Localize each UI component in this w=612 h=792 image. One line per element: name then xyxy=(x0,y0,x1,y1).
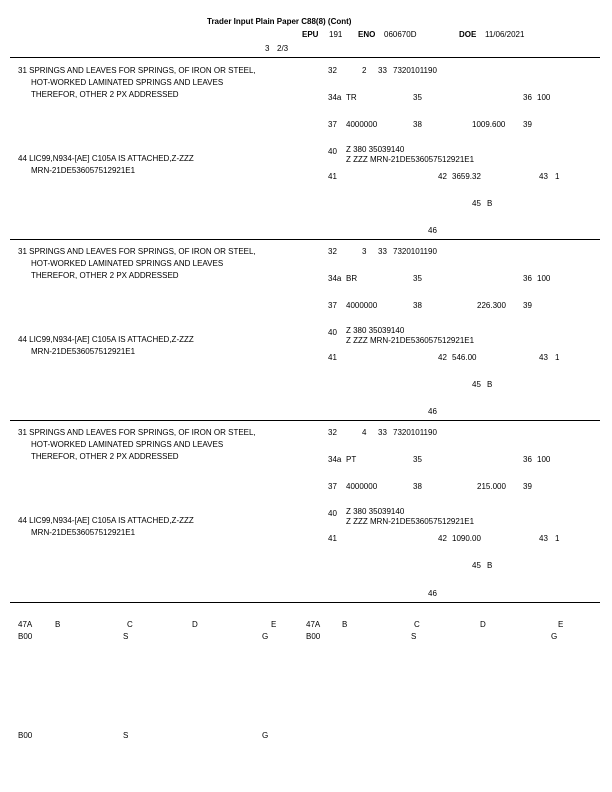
box36-label: 36 xyxy=(523,455,532,464)
divider xyxy=(10,57,600,58)
box42-label: 42 xyxy=(438,353,447,362)
doe-value: 11/06/2021 xyxy=(485,30,525,39)
box46-label: 46 xyxy=(428,589,437,598)
eno-value: 060670D xyxy=(384,30,417,39)
valuation-method: 1 xyxy=(555,353,560,362)
item-description-line: HOT-WORKED LAMINATED SPRINGS AND LEAVES xyxy=(31,259,224,268)
additional-info-line: 44 LIC99,N934-[AE] C105A IS ATTACHED,Z-ZZZ xyxy=(18,154,194,163)
box40-label: 40 xyxy=(328,147,337,156)
box45-label: 45 xyxy=(472,561,481,570)
origin-country: TR xyxy=(346,93,357,102)
box46-label: 46 xyxy=(428,226,437,235)
tax-col-e: E xyxy=(558,620,564,629)
net-mass: 1009.600 xyxy=(472,120,506,129)
tax-col-c: C xyxy=(414,620,420,629)
box45-label: 45 xyxy=(472,380,481,389)
commodity-code: 7320101190 xyxy=(393,428,437,437)
tax-col-c: C xyxy=(127,620,133,629)
tax-type: B00 xyxy=(306,632,321,641)
previous-document: Z ZZZ MRN-21DE536057512921E1 xyxy=(346,155,475,164)
item-description-line: THEREFOR, OTHER 2 PX ADDRESSED xyxy=(31,90,179,99)
page-count: 2/3 xyxy=(277,44,289,53)
epu-label: EPU xyxy=(302,30,319,39)
net-mass: 215.000 xyxy=(477,482,506,491)
box34a-label: 34a xyxy=(328,93,342,102)
item-price: 546.00 xyxy=(452,353,477,362)
additional-info-line: MRN-21DE536057512921E1 xyxy=(31,528,136,537)
item-number: 2 xyxy=(362,66,367,75)
box37-label: 37 xyxy=(328,301,337,310)
item-number: 3 xyxy=(362,247,367,256)
tax-amount-code: S xyxy=(411,632,417,641)
box36-label: 36 xyxy=(523,93,532,102)
box38-label: 38 xyxy=(413,301,422,310)
box36-label: 36 xyxy=(523,274,532,283)
commodity-code: 7320101190 xyxy=(393,66,437,75)
box33-label: 33 xyxy=(378,66,387,75)
item-description-line: HOT-WORKED LAMINATED SPRINGS AND LEAVES xyxy=(31,440,224,449)
item-description-line: THEREFOR, OTHER 2 PX ADDRESSED xyxy=(31,271,179,280)
item-price: 3659.32 xyxy=(452,172,481,181)
tax-type: B00 xyxy=(18,632,33,641)
box41-label: 41 xyxy=(328,534,337,543)
tax-col-d: D xyxy=(192,620,198,629)
page-title: Trader Input Plain Paper C88(8) (Cont) xyxy=(207,17,352,26)
item-description-line: 31 SPRINGS AND LEAVES FOR SPRINGS, OF IRON OR STEEL, xyxy=(18,428,256,437)
valuation-method: 1 xyxy=(555,172,560,181)
box33-label: 33 xyxy=(378,428,387,437)
tax-col-b: B xyxy=(55,620,61,629)
adjustment-value: B xyxy=(487,380,493,389)
box42-label: 42 xyxy=(438,172,447,181)
box38-label: 38 xyxy=(413,482,422,491)
origin-country: PT xyxy=(346,455,357,464)
item-price: 1090.00 xyxy=(452,534,481,543)
epu-value: 191 xyxy=(329,30,343,39)
net-mass: 226.300 xyxy=(477,301,506,310)
commodity-code: 7320101190 xyxy=(393,247,437,256)
valuation-method: 1 xyxy=(555,534,560,543)
eno-label: ENO xyxy=(358,30,376,39)
box40-label: 40 xyxy=(328,509,337,518)
additional-info-line: MRN-21DE536057512921E1 xyxy=(31,166,136,175)
payment-method: G xyxy=(551,632,558,641)
doe-label: DOE xyxy=(459,30,477,39)
divider xyxy=(10,239,600,240)
tax-col-b: B xyxy=(342,620,348,629)
box37-label: 37 xyxy=(328,482,337,491)
additional-info-line: 44 LIC99,N934-[AE] C105A IS ATTACHED,Z-ZZZ xyxy=(18,335,194,344)
box41-label: 41 xyxy=(328,172,337,181)
payment-method: G xyxy=(262,632,269,641)
previous-document: Z 380 35039140 xyxy=(346,326,405,335)
item-description-line: 31 SPRINGS AND LEAVES FOR SPRINGS, OF IRON OR STEEL, xyxy=(18,66,256,75)
divider xyxy=(10,602,600,603)
preference-value: 100 xyxy=(537,93,551,102)
item-description-line: HOT-WORKED LAMINATED SPRINGS AND LEAVES xyxy=(31,78,224,87)
tax-col-47a: 47A xyxy=(306,620,321,629)
previous-document: Z 380 35039140 xyxy=(346,507,405,516)
box33-label: 33 xyxy=(378,247,387,256)
box39-label: 39 xyxy=(523,301,532,310)
divider xyxy=(10,420,600,421)
preference-value: 100 xyxy=(537,455,551,464)
additional-info-line: MRN-21DE536057512921E1 xyxy=(31,347,136,356)
additional-info-line: 44 LIC99,N934-[AE] C105A IS ATTACHED,Z-ZZZ xyxy=(18,516,194,525)
box45-label: 45 xyxy=(472,199,481,208)
tax-type: B00 xyxy=(18,731,33,740)
box39-label: 39 xyxy=(523,482,532,491)
adjustment-value: B xyxy=(487,199,493,208)
box32-label: 32 xyxy=(328,66,337,75)
tax-col-d: D xyxy=(480,620,486,629)
box46-label: 46 xyxy=(428,407,437,416)
preference-value: 100 xyxy=(537,274,551,283)
box34a-label: 34a xyxy=(328,455,342,464)
tax-amount-code: S xyxy=(123,731,129,740)
payment-method: G xyxy=(262,731,269,740)
item-number: 4 xyxy=(362,428,367,437)
box42-label: 42 xyxy=(438,534,447,543)
procedure-code: 4000000 xyxy=(346,301,378,310)
box34a-label: 34a xyxy=(328,274,342,283)
origin-country: BR xyxy=(346,274,358,283)
page-number: 3 xyxy=(265,44,270,53)
previous-document: Z ZZZ MRN-21DE536057512921E1 xyxy=(346,336,475,345)
box32-label: 32 xyxy=(328,247,337,256)
box38-label: 38 xyxy=(413,120,422,129)
tax-col-e: E xyxy=(271,620,277,629)
box43-label: 43 xyxy=(539,172,548,181)
tax-amount-code: S xyxy=(123,632,129,641)
box32-label: 32 xyxy=(328,428,337,437)
box35-label: 35 xyxy=(413,274,422,283)
adjustment-value: B xyxy=(487,561,493,570)
box35-label: 35 xyxy=(413,93,422,102)
tax-col-47a: 47A xyxy=(18,620,33,629)
procedure-code: 4000000 xyxy=(346,120,378,129)
box43-label: 43 xyxy=(539,534,548,543)
box41-label: 41 xyxy=(328,353,337,362)
box43-label: 43 xyxy=(539,353,548,362)
box40-label: 40 xyxy=(328,328,337,337)
box35-label: 35 xyxy=(413,455,422,464)
previous-document: Z 380 35039140 xyxy=(346,145,405,154)
item-description-line: THEREFOR, OTHER 2 PX ADDRESSED xyxy=(31,452,179,461)
item-description-line: 31 SPRINGS AND LEAVES FOR SPRINGS, OF IRON OR STEEL, xyxy=(18,247,256,256)
previous-document: Z ZZZ MRN-21DE536057512921E1 xyxy=(346,517,475,526)
box37-label: 37 xyxy=(328,120,337,129)
procedure-code: 4000000 xyxy=(346,482,378,491)
box39-label: 39 xyxy=(523,120,532,129)
